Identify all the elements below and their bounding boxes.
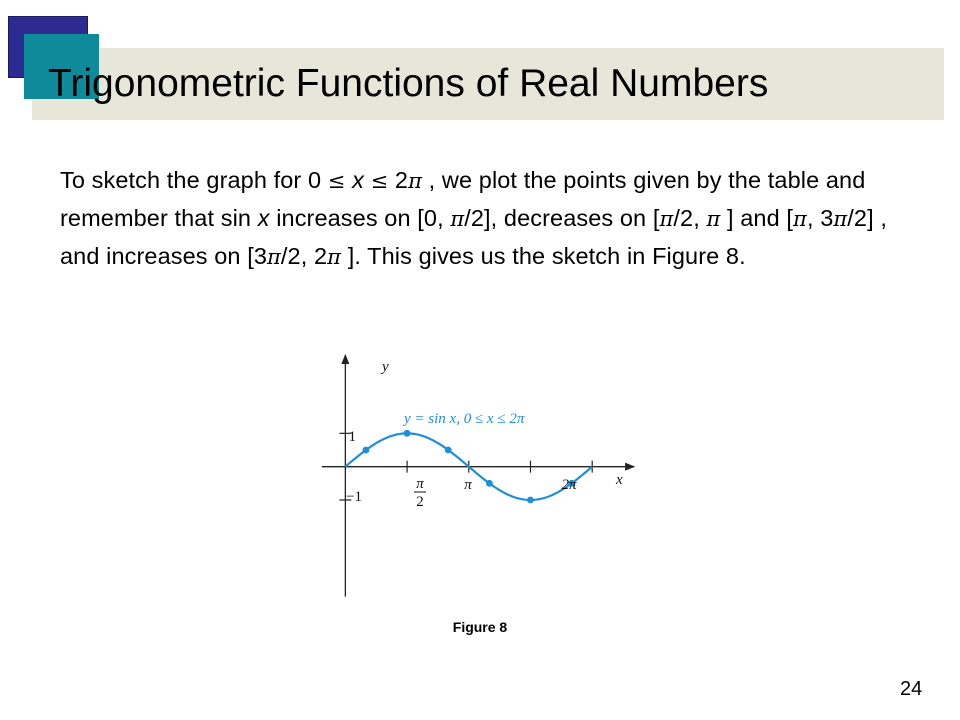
pi-symbol: π [793,207,807,231]
text-segment: /2], decreases on [ [464,205,660,231]
x-tick-label-pi-over-2-numerator: π [416,476,424,492]
figure-caption: Figure 8 [452,619,508,635]
data-point [527,497,534,504]
variable-x: x [257,205,270,231]
data-point [486,480,493,487]
pi-symbol: π [659,207,674,231]
text-segment: /2, [673,205,707,231]
sine-graph [310,350,640,600]
data-point [404,430,411,437]
text-segment: To sketch the graph for 0 [60,167,328,193]
axes [322,355,634,597]
x-axis-label: x [616,472,623,488]
variable-x: x [345,167,371,193]
pi-symbol: π [267,245,281,269]
text-segment: /2, 2 [280,243,328,269]
pi-symbol: π [450,207,465,231]
text-segment: , we plot the points given by the table and remember that sin [60,167,866,231]
text-segment: , 3 [806,205,834,231]
body-paragraph [60,162,910,276]
pi-symbol: π [408,169,423,193]
page-number: 24 [900,678,923,700]
x-tick-label-pi-over-2-denominator: 2 [416,494,424,510]
y-tick-label-neg1: −1 [346,489,362,505]
y-tick-label-1: 1 [348,429,356,445]
pi-symbol: π [327,245,342,269]
pi-symbol: π [833,207,848,231]
curve-equation-label: y = sin x, 0 ≤ x ≤ 2π [404,411,525,427]
x-tick-label-2pi: 2π [561,477,577,493]
y-axis-label: y [382,359,389,375]
labels-layer [346,359,623,510]
pi-symbol: π [706,207,721,231]
x-tick-label-pi: π [464,477,472,493]
slide-title: Trigonometric Functions of Real Numbers [48,62,769,105]
text-segment: increases on [0, [269,205,451,231]
text-segment: ] and [ [720,205,794,231]
data-point [363,447,370,454]
leq-symbol: ≤ [327,169,346,193]
text-segment: /2] , and increases on [3 [60,205,887,269]
text-segment: 2 [388,167,409,193]
leq-symbol: ≤ [370,169,389,193]
text-segment: ]. This gives us the sketch in Figure 8. [341,243,746,269]
data-point [445,447,452,454]
